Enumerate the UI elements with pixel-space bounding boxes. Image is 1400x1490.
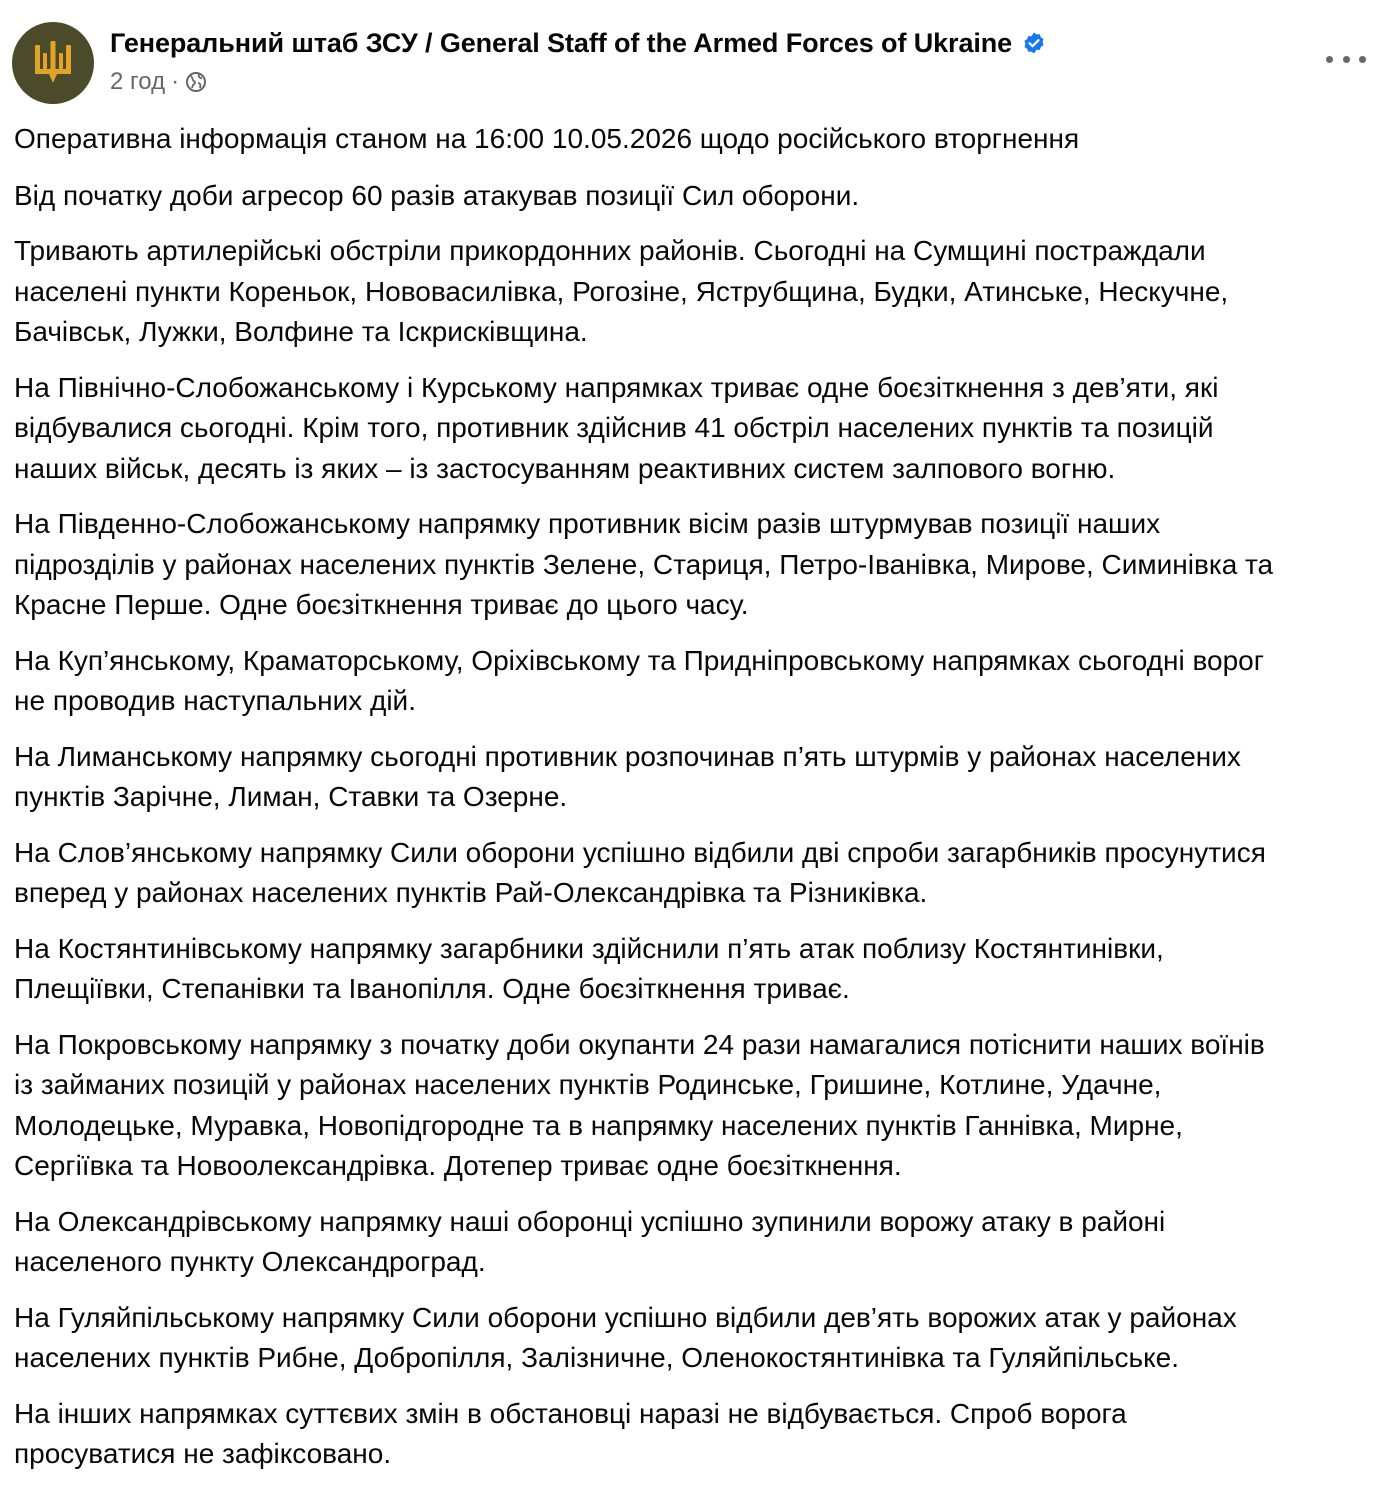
post-paragraph: На Олександрівському напрямку наші оборонці успішно зупинили ворожу атаку в районі населеного пункту Олександроград. [14,1205,1166,1277]
post-timestamp[interactable]: 2 год [110,68,166,95]
globe-icon [185,71,207,93]
post-header [12,20,1388,104]
post-meta [110,68,207,96]
verified-badge-icon [1022,31,1046,55]
page-avatar[interactable] [12,22,94,104]
post-paragraph: На Південно-Слобожанському напрямку противник вісім разів штурмував позиції наших підрозділів у районах населених пунктів Зелене, Стариця, Петро-Іванівка, Мирове, Симинівка та Красне Перше. Одне боєзіткнення триває до цього часу. [14,508,1274,620]
post-paragraph: На Слов’янському напрямку Сили оборони успішно відбили дві спроби загарбників просунутися вперед у районах населених пунктів Рай-Олександрівка та Різниківка. [14,836,1266,908]
more-dot [1359,56,1366,63]
post-paragraph: На Гуляйпільському напрямку Сили оборони успішно відбили дев’ять ворожих атак у районах населених пунктів Рибне, Добропілля, Залізничне, Оленокостянтинівка та Гуляйпільське. [14,1301,1237,1373]
post-paragraph-title: Оперативна інформація станом на 16:00 10.05.2026 щодо російського вторгнення [14,123,1080,154]
meta-separator: · [171,68,180,95]
post-paragraph: Від початку доби агресор 60 разів атакував позиції Сил оборони. [14,179,860,211]
page-name-link[interactable]: Генеральний штаб ЗСУ / General Staff of the Armed Forces of Ukraine [110,27,1013,58]
more-dot [1326,56,1333,63]
more-options-icon[interactable] [1326,44,1366,74]
post-paragraph: Тривають артилерійські обстріли прикордонних районів. Сьогодні на Сумщині постраждали населені пункти Кореньок, Нововасилівка, Рогозіне, Яструбщина, Будки, Атинське, Нескучне, Бачівськ, Лужки, Волфине та Іскрисківщина. [14,235,1229,347]
post-paragraph: На Північно-Слобожанському і Курському напрямках триває одне боєзіткнення з дев’яти, які відбувалися сьогодні. Крім того, противник здійснив 41 обстріл населених пунктів та позицій наших військ, десять із яких – із застосуванням реактивних систем залпового вогню. [14,371,1219,484]
post-paragraph: На Куп’янському, Краматорському, Оріхівському та Придніпровському напрямках сьогодні ворог не проводив наступальних дій. [14,644,1264,716]
more-dot [1343,56,1350,63]
post-paragraph: На Лиманському напрямку сьогодні противник розпочинав п’ять штурмів у районах населених пунктів Зарічне, Лиман, Ставки та Озерне. [14,740,1241,812]
author-line [110,26,1046,60]
post-paragraph: На Костянтинівському напрямку загарбники здійснили п’ять атак поблизу Костянтинівки, Плещіївки, Степанівки та Іванопілля. Одне боєзіткнення триває. [14,932,1164,1004]
tryzub-emblem-icon [31,39,75,87]
post-paragraph: На інших напрямках суттєвих змін в обстановці наразі не відбувається. Спроб ворога просуватися не зафіксовано. [14,1397,1127,1469]
post-text [14,119,1390,1490]
post-paragraph: На Покровському напрямку з початку доби окупанти 24 рази намагалися потіснити наших воїнів із займаних позицій у районах населених пунктів Родинське, Гришине, Котлине, Удачне, Молодецьке, Муравка, Новопідгородне та в напрямку населених пунктів Ганнівка, Мирне, Сергіївка та Новоолександрівка. Дотепер триває одне боєзіткнення. [14,1028,1265,1181]
